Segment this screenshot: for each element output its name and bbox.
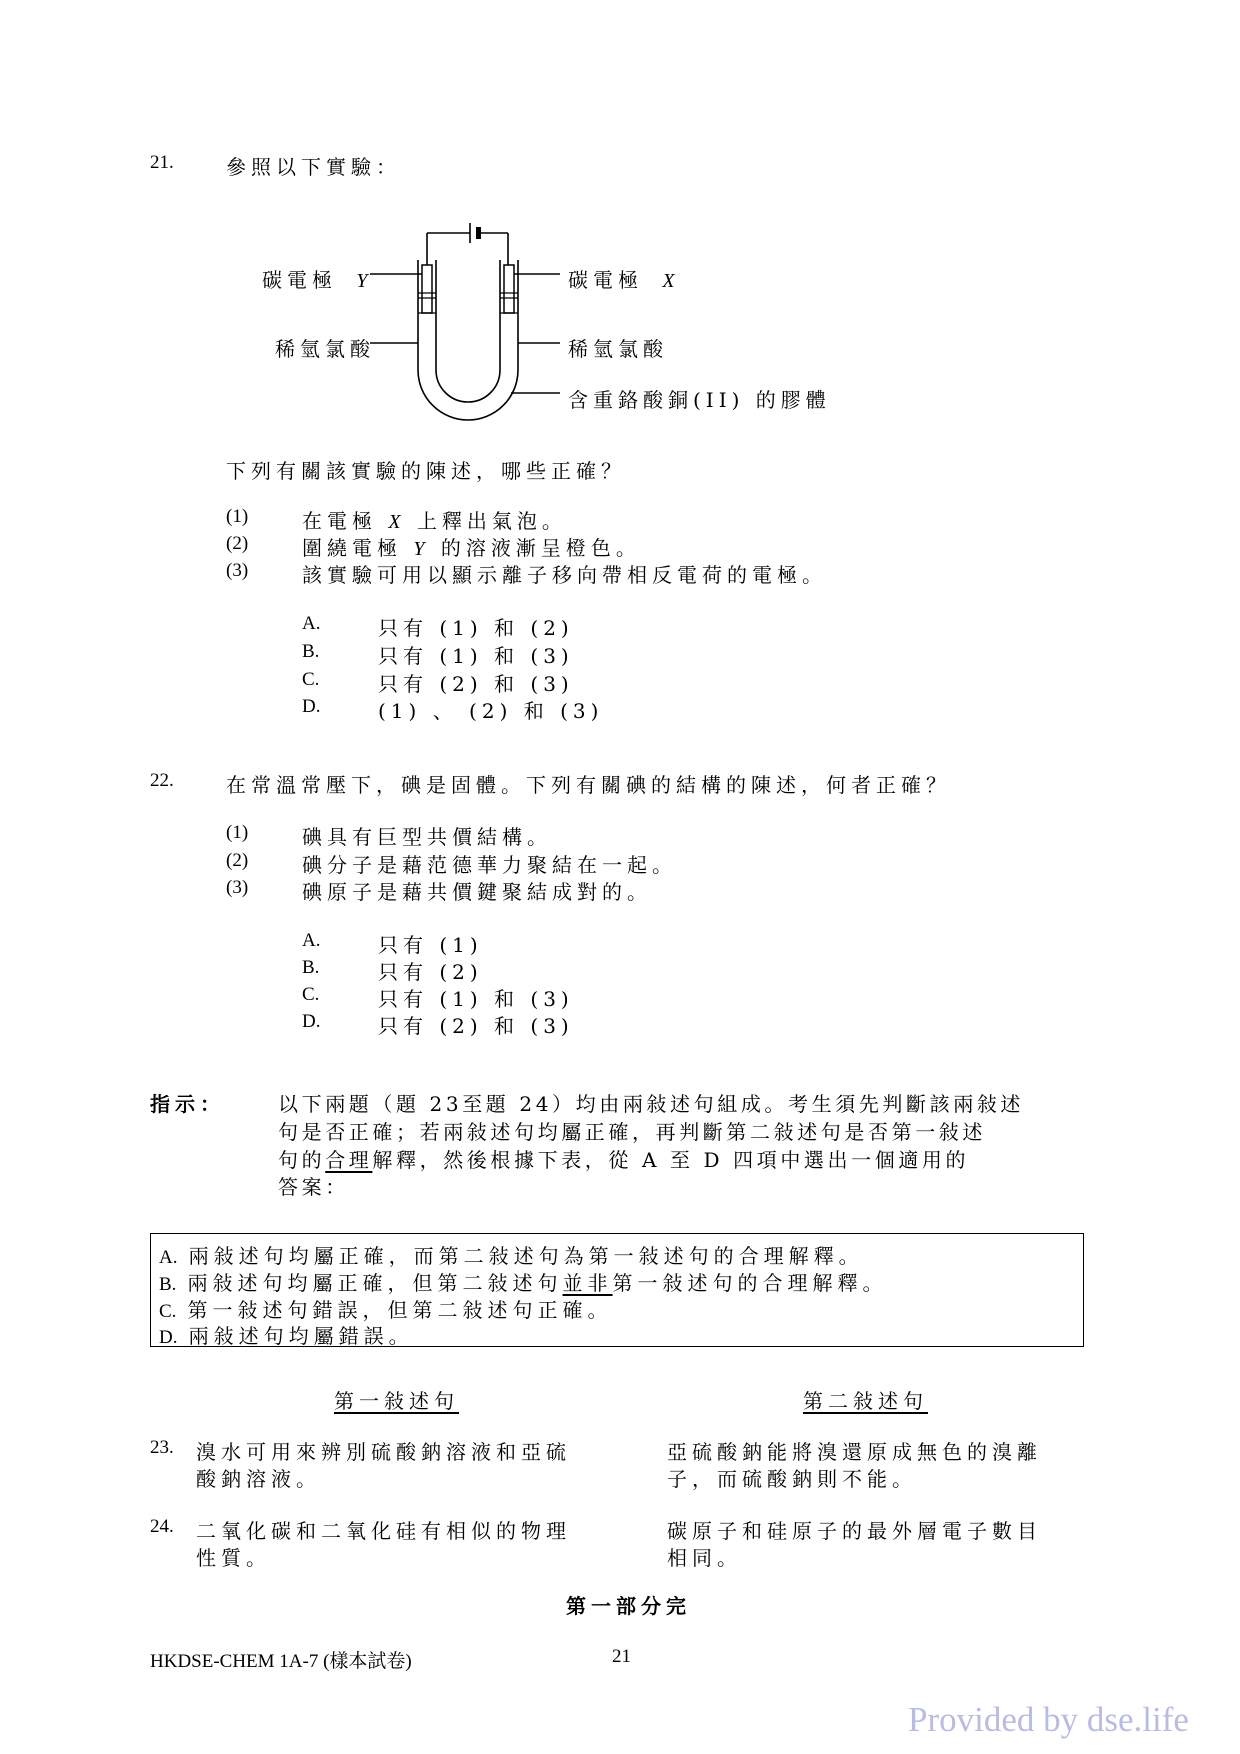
q24-second-statement: 碳原子和硅原子的最外層電子數目 bbox=[667, 1519, 1042, 1543]
q22-option-letter: B. bbox=[302, 957, 320, 978]
q21-option-letter: D. bbox=[302, 696, 321, 717]
q22-option-letter: C. bbox=[302, 984, 320, 1005]
q21-option-letter: C. bbox=[302, 669, 320, 690]
q22-statement: 碘原子是藉共價鍵聚結成對的。 bbox=[302, 880, 652, 904]
q22-option-letter: A. bbox=[302, 930, 321, 951]
key-row: C. 第一敍述句錯誤，但第二敍述句正確。 bbox=[159, 1298, 613, 1322]
q24-second-statement: 相同。 bbox=[667, 1546, 742, 1570]
q24-first-statement: 性質。 bbox=[196, 1546, 271, 1570]
label-acid-left: 稀氫氯酸 bbox=[275, 337, 375, 361]
directions-line: 句的合理解釋，然後根據下表，從 A 至 D 四項中選出一個適用的 bbox=[278, 1148, 970, 1172]
carbon-electrode-y bbox=[422, 265, 432, 313]
label-electrode-y: 碳電極 Y bbox=[262, 268, 373, 292]
q22-option-d[interactable]: 只有 (2) 和 (3) bbox=[378, 1014, 574, 1038]
q21-option-b[interactable]: 只有 (1) 和 (3) bbox=[378, 644, 574, 668]
q23-number: 23. bbox=[150, 1437, 174, 1458]
battery-short-plate bbox=[476, 227, 481, 239]
directions-label: 指示： bbox=[150, 1092, 225, 1116]
directions-line: 以下兩題（題 23至題 24）均由兩敍述句組成。考生須先判斷該兩敍述 bbox=[278, 1092, 1025, 1116]
key-row: B. 兩敍述句均屬正確，但第二敍述句並非第一敍述句的合理解釋。 bbox=[159, 1271, 888, 1295]
label-electrode-x: 碳電極 X bbox=[568, 268, 680, 292]
carbon-electrode-x bbox=[504, 265, 514, 313]
answer-key-table bbox=[150, 1233, 1084, 1347]
q22-statement: 碘具有巨型共價結構。 bbox=[302, 825, 552, 849]
u-tube-outer bbox=[418, 260, 518, 420]
q23-first-statement: 酸鈉溶液。 bbox=[196, 1467, 321, 1491]
q22-statement-num: (1) bbox=[226, 822, 249, 843]
q21-option-c[interactable]: 只有 (2) 和 (3) bbox=[378, 672, 574, 696]
q22-option-a[interactable]: 只有 (1) bbox=[378, 933, 483, 957]
q22-option-b[interactable]: 只有 (2) bbox=[378, 960, 483, 984]
q22-statement-num: (3) bbox=[226, 877, 249, 898]
column-header-first: 第一敍述句 bbox=[334, 1389, 459, 1413]
q21-option-a[interactable]: 只有 (1) 和 (2) bbox=[378, 616, 574, 640]
q21-number: 21. bbox=[150, 152, 174, 173]
electrolysis-apparatus-diagram bbox=[370, 215, 570, 430]
q23-second-statement: 亞硫酸鈉能將溴還原成無色的溴離 bbox=[667, 1440, 1042, 1464]
q22-statement: 碘分子是藉范德華力聚結在一起。 bbox=[302, 853, 677, 877]
q21-question: 下列有關該實驗的陳述，哪些正確？ bbox=[226, 459, 626, 483]
q21-statement: 該實驗可用以顯示離子移向帶相反電荷的電極。 bbox=[302, 563, 827, 587]
q21-stem: 參照以下實驗： bbox=[226, 155, 401, 179]
q23-second-statement: 子，而硫酸鈉則不能。 bbox=[667, 1467, 917, 1491]
q24-number: 24. bbox=[150, 1516, 174, 1537]
key-row: D. 兩敍述句均屬錯誤。 bbox=[159, 1324, 414, 1348]
q21-statement-num: (3) bbox=[226, 560, 249, 581]
q23-first-statement: 溴水可用來辨別硫酸鈉溶液和亞硫 bbox=[196, 1440, 571, 1464]
directions-line: 句是否正確；若兩敍述句均屬正確，再判斷第二敍述句是否第一敍述 bbox=[278, 1120, 986, 1144]
key-row: A. 兩敍述句均屬正確，而第二敍述句為第一敍述句的合理解釋。 bbox=[159, 1244, 864, 1268]
q24-first-statement: 二氧化碳和二氧化硅有相似的物理 bbox=[196, 1519, 571, 1543]
footer-page-number: 21 bbox=[612, 1646, 631, 1667]
label-gel: 含重鉻酸銅(II) 的膠體 bbox=[568, 388, 831, 412]
footer-paper-code: HKDSE-CHEM 1A-7 (樣本試卷) bbox=[150, 1651, 412, 1672]
watermark-text: Provided by dse.life bbox=[908, 1700, 1189, 1739]
q21-option-letter: B. bbox=[302, 641, 320, 662]
q22-number: 22. bbox=[150, 770, 174, 791]
q21-statement: 在電極 X 上釋出氣泡。 bbox=[302, 509, 567, 533]
end-of-section: 第一部分完 bbox=[566, 1594, 691, 1618]
label-acid-right: 稀氫氯酸 bbox=[568, 337, 668, 361]
q22-option-letter: D. bbox=[302, 1011, 321, 1032]
q22-stem: 在常溫常壓下，碘是固體。下列有關碘的結構的陳述，何者正確？ bbox=[226, 773, 951, 797]
q22-option-c[interactable]: 只有 (1) 和 (3) bbox=[378, 987, 574, 1011]
q21-statement-num: (1) bbox=[226, 506, 249, 527]
directions-line: 答案： bbox=[278, 1175, 349, 1199]
q22-statement-num: (2) bbox=[226, 850, 249, 871]
q21-option-letter: A. bbox=[302, 613, 321, 634]
q21-statement-num: (2) bbox=[226, 533, 249, 554]
q21-statement: 圍繞電極 Y 的溶液漸呈橙色。 bbox=[302, 536, 641, 560]
u-tube-inner bbox=[436, 260, 500, 402]
column-header-second: 第二敍述句 bbox=[803, 1389, 928, 1413]
q21-option-d[interactable]: (1) 、 (2) 和 (3) bbox=[378, 699, 604, 723]
